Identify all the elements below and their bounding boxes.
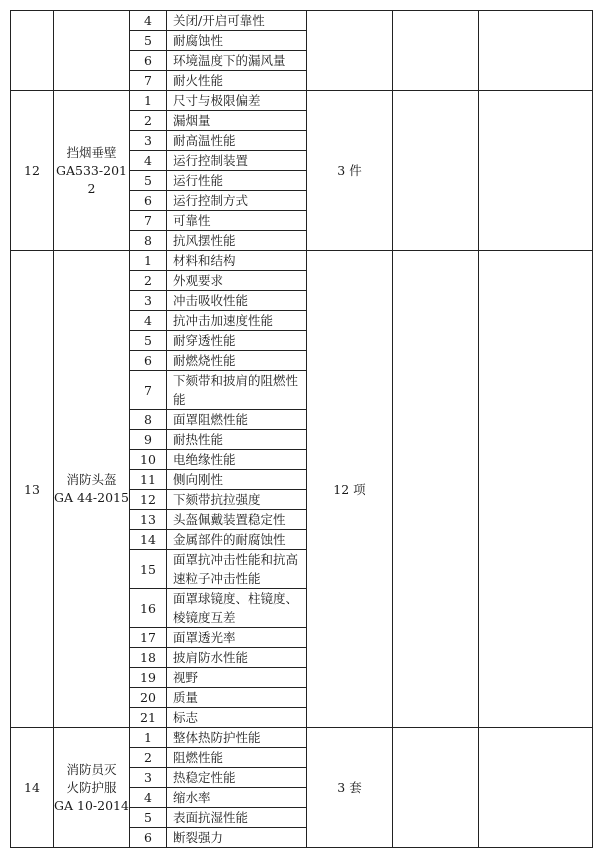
- item-index: 7: [130, 371, 167, 410]
- test-item-name: 下颏带抗拉强度: [167, 490, 307, 510]
- table-row: [11, 91, 593, 111]
- test-item-name: 侧向刚性: [167, 470, 307, 490]
- item-index: 4: [130, 11, 167, 31]
- test-item-name: 运行性能: [167, 171, 307, 191]
- test-item-name: 耐高温性能: [167, 131, 307, 151]
- product-name-line: GA 10-2014: [54, 797, 129, 813]
- test-item-name: 面罩透光率: [167, 628, 307, 648]
- empty-cell: [393, 11, 479, 91]
- test-item-name: 电绝缘性能: [167, 450, 307, 470]
- item-index: 15: [130, 550, 167, 589]
- product-name-cell: [54, 728, 130, 848]
- test-item-name: 热稳定性能: [167, 768, 307, 788]
- product-name-cell: [54, 11, 130, 91]
- test-item-name: 视野: [167, 668, 307, 688]
- test-item-name: 尺寸与极限偏差: [167, 91, 307, 111]
- item-index: 6: [130, 828, 167, 848]
- test-item-name: 环境温度下的漏风量: [167, 51, 307, 71]
- product-name-line: 消防头盔: [66, 472, 117, 487]
- empty-cell: [479, 91, 593, 251]
- test-item-name: 抗风摆性能: [167, 231, 307, 251]
- test-item-name: 漏烟量: [167, 111, 307, 131]
- item-index: 8: [130, 231, 167, 251]
- table-row: [11, 11, 593, 31]
- test-item-name: 关闭/开启可靠性: [167, 11, 307, 31]
- test-item-name: 头盔佩戴装置稳定性: [167, 510, 307, 530]
- item-index: 1: [130, 728, 167, 748]
- item-index: 9: [130, 430, 167, 450]
- test-item-name: 面罩阻燃性能: [167, 410, 307, 430]
- item-index: 5: [130, 808, 167, 828]
- empty-cell: [393, 728, 479, 848]
- item-index: 8: [130, 410, 167, 430]
- item-index: 6: [130, 191, 167, 211]
- test-item-name: 断裂强力: [167, 828, 307, 848]
- item-index: 3: [130, 131, 167, 151]
- test-item-name: 披肩防水性能: [167, 648, 307, 668]
- test-item-name: 下颏带和披肩的阻燃性能: [167, 371, 307, 410]
- item-index: 21: [130, 708, 167, 728]
- item-index: 13: [130, 510, 167, 530]
- product-name-cell: [54, 251, 130, 728]
- group-number: 12: [11, 91, 54, 251]
- product-name-line: 火防护服: [66, 779, 117, 795]
- quantity-cell: 3 件: [307, 91, 393, 251]
- test-item-name: 整体热防护性能: [167, 728, 307, 748]
- item-index: 7: [130, 211, 167, 231]
- item-index: 4: [130, 311, 167, 331]
- item-index: 6: [130, 51, 167, 71]
- product-name-line: 2: [87, 180, 96, 196]
- item-index: 16: [130, 589, 167, 628]
- test-item-name: 冲击吸收性能: [167, 291, 307, 311]
- item-index: 20: [130, 688, 167, 708]
- test-item-name: 耐腐蚀性: [167, 31, 307, 51]
- empty-cell: [479, 251, 593, 728]
- product-name-line: GA533-201: [56, 162, 127, 178]
- test-item-name: 质量: [167, 688, 307, 708]
- test-item-name: 可靠性: [167, 211, 307, 231]
- item-index: 3: [130, 768, 167, 788]
- item-index: 5: [130, 31, 167, 51]
- test-item-name: 运行控制方式: [167, 191, 307, 211]
- item-index: 2: [130, 271, 167, 291]
- quantity-cell: [307, 11, 393, 91]
- group-number: [11, 11, 54, 91]
- group-number: 14: [11, 728, 54, 848]
- test-item-name: 耐燃烧性能: [167, 351, 307, 371]
- quantity-cell: 3 套: [307, 728, 393, 848]
- item-index: 4: [130, 788, 167, 808]
- test-item-name: 耐穿透性能: [167, 331, 307, 351]
- item-index: 6: [130, 351, 167, 371]
- empty-cell: [479, 728, 593, 848]
- table-row: [11, 251, 593, 271]
- item-index: 5: [130, 171, 167, 191]
- item-index: 2: [130, 111, 167, 131]
- item-index: 10: [130, 450, 167, 470]
- product-name-line: 挡烟垂壁: [66, 144, 117, 160]
- group-number: 13: [11, 251, 54, 728]
- test-item-name: 阻燃性能: [167, 748, 307, 768]
- test-item-name: 表面抗湿性能: [167, 808, 307, 828]
- item-index: 18: [130, 648, 167, 668]
- test-item-name: 面罩球镜度、柱镜度、棱镜度互差: [167, 589, 307, 628]
- item-index: 7: [130, 71, 167, 91]
- item-index: 2: [130, 748, 167, 768]
- test-item-name: 运行控制装置: [167, 151, 307, 171]
- test-item-name: 耐火性能: [167, 71, 307, 91]
- product-name-cell: [54, 91, 130, 251]
- empty-cell: [393, 251, 479, 728]
- test-item-name: 抗冲击加速度性能: [167, 311, 307, 331]
- item-index: 3: [130, 291, 167, 311]
- test-items-table: [10, 10, 593, 848]
- item-index: 11: [130, 470, 167, 490]
- item-index: 5: [130, 331, 167, 351]
- item-index: 12: [130, 490, 167, 510]
- table-body: [11, 11, 593, 848]
- test-item-name: 材料和结构: [167, 251, 307, 271]
- empty-cell: [479, 11, 593, 91]
- item-index: 17: [130, 628, 167, 648]
- test-item-name: 面罩抗冲击性能和抗高速粒子冲击性能: [167, 550, 307, 589]
- item-index: 14: [130, 530, 167, 550]
- product-name-line: GA 44-2015: [54, 490, 129, 505]
- table-row: [11, 728, 593, 748]
- empty-cell: [393, 91, 479, 251]
- item-index: 19: [130, 668, 167, 688]
- item-index: 1: [130, 91, 167, 111]
- test-item-name: 标志: [167, 708, 307, 728]
- test-item-name: 外观要求: [167, 271, 307, 291]
- quantity-cell: 12 项: [307, 251, 393, 728]
- test-item-name: 缩水率: [167, 788, 307, 808]
- document-page: [10, 10, 588, 848]
- item-index: 4: [130, 151, 167, 171]
- product-name-line: 消防员灭: [66, 761, 117, 777]
- test-item-name: 金属部件的耐腐蚀性: [167, 530, 307, 550]
- test-item-name: 耐热性能: [167, 430, 307, 450]
- item-index: 1: [130, 251, 167, 271]
